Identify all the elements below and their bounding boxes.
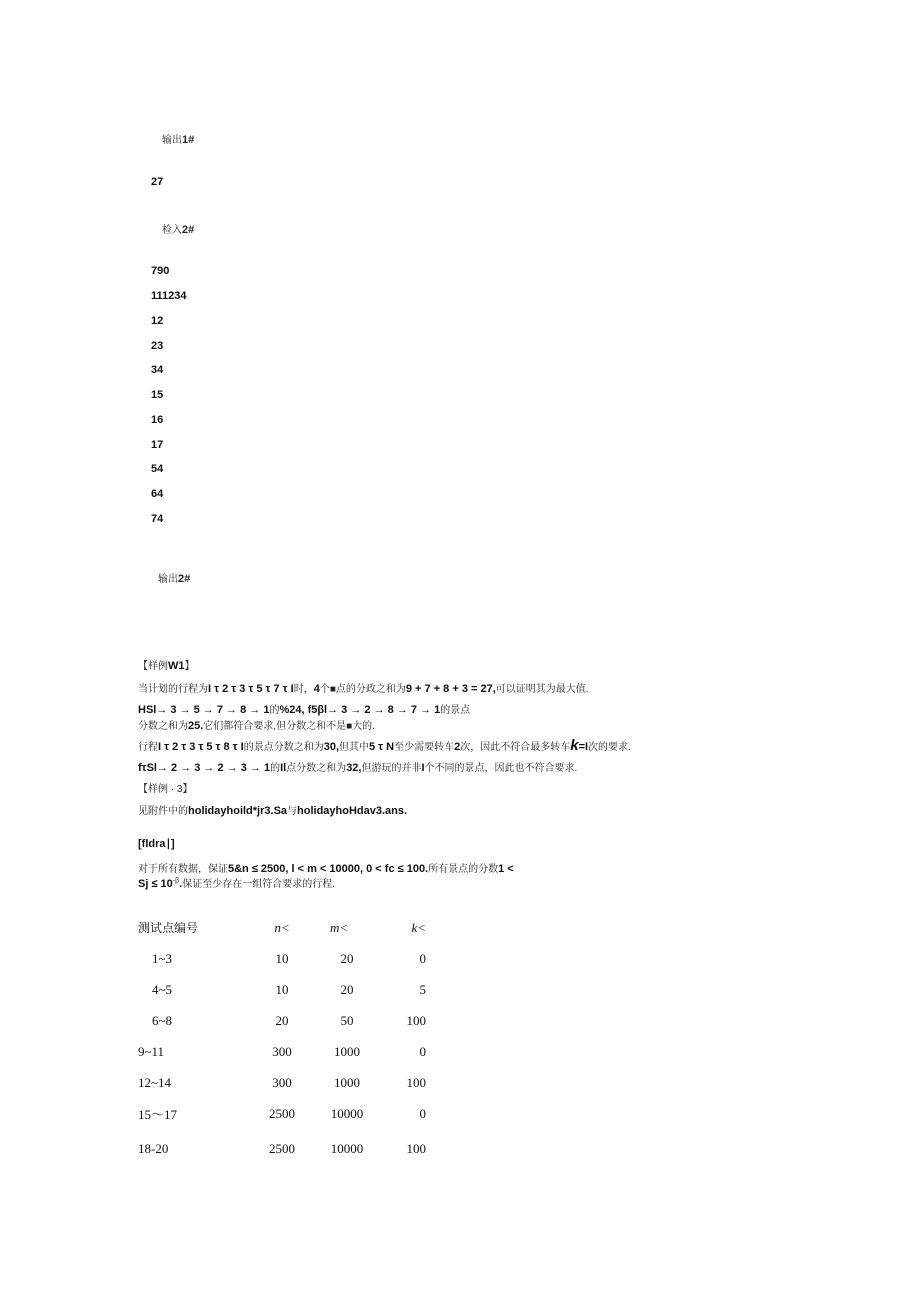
cell-k: 100 [406,1074,426,1090]
cell-n: 300 [272,1074,292,1090]
sample-explain-line2 [138,701,470,716]
text: 时， [293,684,314,695]
cell-n: 2500 [269,1141,295,1156]
output1-label [162,131,194,146]
exponent: -β [172,877,180,885]
sample-explain-line5 [138,759,577,774]
header-test-id: 测试点编号 [138,921,199,935]
table-row [138,1005,426,1036]
text: 它们都符合要求,但分数之和不是■大的. [203,721,375,732]
text: Il [280,762,287,774]
cell-k: 0 [419,1043,426,1059]
formula: 1 < [498,863,514,875]
cell-m: 20 [340,981,354,997]
text: 但其中 [339,742,369,753]
sample-explain-heading [138,657,195,672]
sample3-heading: 【样例 · 3】 [138,784,193,795]
header-m: m< [330,919,349,935]
output2-label-text: 输出 [158,574,178,585]
cell-m: 10000 [330,1105,364,1121]
cell-k: 5 [419,981,426,997]
text: 对于所有数据，保证 [138,864,228,875]
table-row [138,1098,426,1129]
input2-line: 23 [151,340,164,352]
cell-m: 10000 [330,1141,364,1156]
heading-close: 】 [184,661,195,672]
cell-id: 18-20 [138,1141,169,1156]
text: 个不同的景点，因此也不符合要求. [424,763,578,774]
cell-id: 4~5 [152,981,173,997]
output1-label-num: 1# [182,134,195,146]
input2-line: 12 [151,315,164,327]
input2-line: 16 [151,414,164,426]
text: I [421,762,425,774]
cell-k: 100 [406,1012,426,1028]
filename: holidayhoHdav3.ans. [297,805,408,817]
route: → 3 → 2 → 8 → 7 → 1 [327,704,441,716]
sample-explain-line3 [138,717,375,732]
text: HSl [138,704,157,716]
cell-n: 300 [272,1043,292,1059]
text: 的 [270,763,281,774]
text: 个■点的分政之和为 [319,684,406,695]
output1-value: 27 [151,176,164,188]
sample-explain-line1 [138,680,589,695]
text: =I [578,741,589,753]
route: → 2 → 3 → 2 → 3 → 1 [156,762,271,774]
cell-n: 2500 [269,1105,295,1121]
formula: Sj ≤ 10 [138,878,173,890]
cell-id: 9~11 [138,1043,165,1059]
input2-line: 15 [151,389,164,401]
output2-label [158,570,190,585]
number: 2 [454,741,461,753]
input2-line: 74 [151,513,164,525]
cell-m: 50 [340,1012,354,1028]
variable: k [570,737,579,754]
table-row [138,1067,426,1098]
constraints-line1 [138,860,514,875]
cell-m: 20 [340,950,354,966]
filename: holidayhoild*jr3.Sa [188,805,288,817]
formula: 9 + 7 + 8 + 3 = 27, [405,683,496,695]
text: 至少需要转车 [394,742,455,753]
heading-bold: W1 [168,660,185,672]
cell-id: 1~3 [152,950,173,966]
cell-n: 10 [275,950,289,966]
output1-label-text: 输出 [162,135,182,146]
cell-id: 15～17 [138,1107,178,1122]
text: 可以证明其为最大值. [495,684,589,695]
number: 32, [346,762,362,774]
input2-line: 17 [151,439,164,451]
input2-line: 790 [151,265,170,277]
cell-n: 20 [275,1012,289,1028]
cell-m: 1000 [334,1043,360,1059]
input2-line: 64 [151,488,164,500]
table-row [138,1036,426,1067]
text: 保证至少存在一组符合要求的行程. [182,879,335,890]
sample3-line [138,802,407,817]
cell-id: 6~8 [152,1012,173,1028]
text: 分数之和为 [138,721,188,732]
output2-label-num: 2# [178,573,191,585]
text: 的 [269,705,280,716]
constraints-heading: [fldra∣] [138,838,175,850]
text: 点分数之和为 [286,763,347,774]
cell-k: 100 [406,1141,426,1156]
table-row [138,974,426,1005]
text: 的景点分数之和为 [243,742,324,753]
input2-label-num: 2# [182,224,195,236]
text: 次，因此不符合最多转车 [460,742,571,753]
number: 30, [323,741,339,753]
text: 5 τ N [369,741,395,753]
route: → 3 → 5 → 7 → 8 → 1 [156,704,270,716]
text: fτSl [138,762,157,774]
sample-explain-line4 [138,737,631,754]
input2-line: 34 [151,364,164,376]
formula: 5&n ≤ 2500, l < m < 10000, 0 < fc ≤ 100. [228,863,429,875]
cell-k: 0 [419,1105,426,1121]
test-point-table [138,912,426,1169]
input2-label-text: 检入 [162,225,182,236]
text: %24, f5βl [279,704,328,716]
cell-id: 12~14 [138,1074,172,1090]
input2-label [162,221,194,236]
number: 25. [188,720,204,732]
text: 的景点 [440,705,471,716]
text: 次的要求. [588,742,631,753]
route: I τ 2 τ 3 τ 5 τ 7 τ I [208,683,294,695]
text: 但游玩的并非 [361,763,422,774]
table-row [138,1129,426,1169]
text: 当计划的行程为 [138,684,208,695]
input2-line: 111234 [151,290,187,302]
text: 见附件中的 [138,806,188,817]
text: 与 [287,806,298,817]
cell-m: 1000 [334,1074,360,1090]
header-k: k< [411,919,426,935]
cell-n: 10 [275,981,289,997]
route: I τ 2 τ 3 τ 5 τ 8 τ I [158,741,244,753]
cell-k: 0 [419,950,426,966]
constraints-line2 [138,875,335,890]
table-row [138,943,426,974]
heading-open: 【样例 [138,661,168,672]
text: 行程 [138,742,158,753]
header-n: n< [274,919,290,935]
input2-line: 54 [151,463,164,475]
text: . [179,878,183,890]
table-header-row [138,912,426,943]
number: 4 [313,683,320,695]
text: 所有景点的分数 [428,864,499,875]
